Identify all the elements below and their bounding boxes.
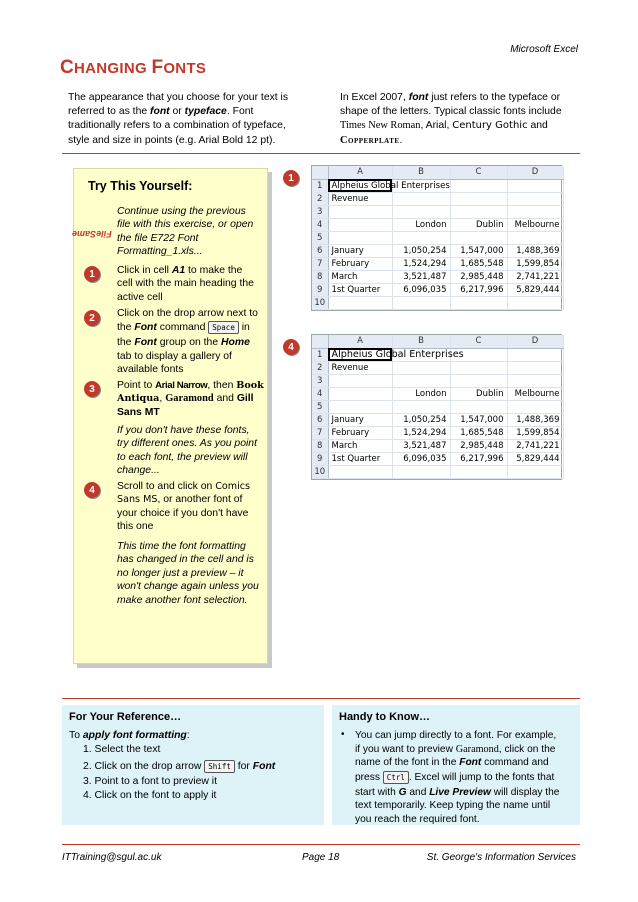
page-title: CHANGING FONTS	[60, 57, 207, 78]
col-header[interactable]: A	[328, 335, 392, 348]
cell[interactable]: London	[392, 387, 450, 400]
cell-a1[interactable]: Alpheius Global Enterprises	[328, 348, 392, 361]
step-4: Scroll to and click on Comics Sans MS, or another font of your choice if you don't have this one	[117, 481, 251, 533]
row-header[interactable]: 4	[312, 387, 328, 400]
col-header[interactable]: C	[450, 335, 507, 348]
step-2-badge: 2	[84, 310, 100, 326]
row-header[interactable]: 5	[312, 400, 328, 413]
col-header[interactable]: B	[392, 335, 450, 348]
col-header[interactable]: A	[328, 166, 392, 179]
row-header[interactable]: 10	[312, 465, 328, 478]
row-header[interactable]: 10	[312, 296, 328, 309]
row-header[interactable]: 4	[312, 218, 328, 231]
spreadsheet-before	[311, 165, 562, 311]
same-file-label: Same File	[71, 229, 112, 239]
cell[interactable]: Revenue	[328, 192, 392, 205]
table-row: 9 1st Quarter 6,096,035 6,217,996 5,829,444	[312, 452, 563, 465]
row-header[interactable]: 3	[312, 205, 328, 218]
table-row: 6 January 1,050,254 1,547,000 1,488,369	[312, 413, 563, 426]
footer-org: St. George's Information Services	[426, 852, 576, 863]
cell[interactable]: Revenue	[328, 361, 392, 374]
row-header[interactable]: 2	[312, 361, 328, 374]
try-title: Try This Yourself:	[88, 179, 193, 193]
col-header[interactable]: C	[450, 166, 507, 179]
divider-footer	[62, 844, 580, 845]
spreadsheet-after	[311, 334, 562, 480]
running-header: Microsoft Excel	[510, 44, 578, 55]
sheet-2-badge: 4	[283, 339, 299, 355]
row-header[interactable]: 1	[312, 348, 328, 361]
intro-right: In Excel 2007, font just refers to the typeface or shape of the letters. Typical classic fonts include Times New Roman, Arial, Century Gothic and Copperplate.	[340, 92, 562, 146]
cell[interactable]: London	[392, 218, 450, 231]
try-intro: Continue using the previous file with this exercise, or open the file E722 Font Formatting_1.xls...	[117, 206, 254, 258]
cell[interactable]: Dublin	[450, 218, 507, 231]
intro-left: The appearance that you choose for your text is referred to as the font or typeface. Font traditionally refers to a combination of typeface, style and size in points (e.g. Arial Bold 12 pt).	[68, 92, 289, 146]
sheet-1-badge: 1	[283, 170, 299, 186]
footer-email: ITTraining@sgul.ac.uk	[62, 852, 162, 863]
note-fonts: If you don't have these fonts, try different ones. As you point to each font, the preview will change...	[117, 425, 257, 477]
cell[interactable]: Melbourne	[507, 218, 563, 231]
font-command-key-icon: Space	[208, 321, 239, 334]
table-row: 6 January 1,050,254 1,547,000 1,488,369	[312, 244, 563, 257]
font-drop-arrow-icon: Shift	[204, 760, 235, 773]
table-row: 7 February 1,524,294 1,685,548 1,599,854	[312, 257, 563, 270]
step-2: Click on the drop arrow next to the Font command Space in the Font group on the Home tab to display a gallery of available fonts	[117, 308, 258, 376]
table-row: 7 February 1,524,294 1,685,548 1,599,854	[312, 426, 563, 439]
table-row: 9 1st Quarter 6,096,035 6,217,996 5,829,444	[312, 283, 563, 296]
handy-box: Handy to Know… • You can jump directly to a font. For example, if you want to preview Garamond, click on the name of the font in the Font command and press Ctrl . Excel will jump to the fonts that start with G and Live Preview will display the text temporarily. Keep typing the name until you reach the required font.	[332, 705, 580, 825]
reference-box: For Your Reference… To apply font formatting: 1. Select the text 2. Click on the drop arrow Shift for Font 3. Point to a font to preview it 4. Click on the font to apply it	[62, 705, 324, 825]
footer-page: Page 18	[302, 852, 340, 863]
step-3: Point to Arial Narrow, then Book Antiqua, Garamond and Gill Sans MT	[117, 380, 264, 418]
cell[interactable]: Dublin	[450, 387, 507, 400]
cell[interactable]: Melbourne	[507, 387, 563, 400]
step-1: Click in cell A1 to make the cell with the main heading the active cell	[117, 265, 254, 303]
divider-bottom	[62, 698, 580, 699]
table-row: 8 March 3,521,487 2,985,448 2,741,221	[312, 439, 563, 452]
cell-a1[interactable]: Alpheius Global Enterprises	[328, 179, 392, 192]
row-header[interactable]: 5	[312, 231, 328, 244]
row-header[interactable]: 3	[312, 374, 328, 387]
table-row: 8 March 3,521,487 2,985,448 2,741,221	[312, 270, 563, 283]
select-all-corner[interactable]	[312, 335, 328, 348]
step-3-badge: 3	[84, 381, 100, 397]
step-1-badge: 1	[84, 266, 100, 282]
col-header[interactable]: D	[507, 335, 563, 348]
note-preview: This time the font formatting has changed in the cell and is no longer just a preview – it won't change again unless you make another font selection.	[117, 541, 259, 606]
divider-top	[62, 153, 580, 154]
col-header[interactable]: B	[392, 166, 450, 179]
row-header[interactable]: 2	[312, 192, 328, 205]
select-all-corner[interactable]	[312, 166, 328, 179]
ctrl-key-icon: Ctrl	[383, 771, 409, 784]
row-header[interactable]: 1	[312, 179, 328, 192]
step-4-badge: 4	[84, 482, 100, 498]
col-header[interactable]: D	[507, 166, 563, 179]
bullet-icon: •	[341, 729, 345, 740]
